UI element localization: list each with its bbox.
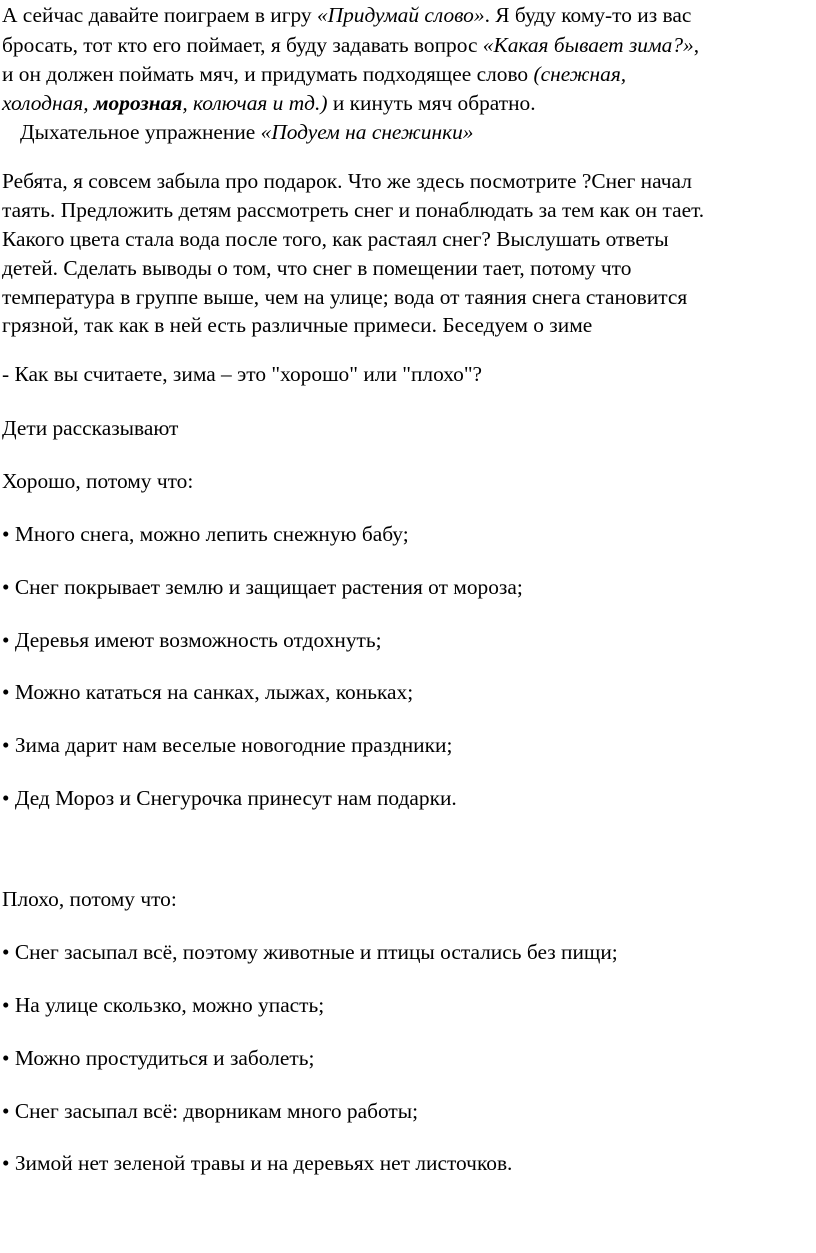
paragraph-line: грязной, так как в ней есть различные примеси. Беседуем о зиме: [2, 313, 593, 337]
list-item: • Можно простудиться и заболеть;: [2, 1046, 315, 1070]
intro-line-3: [2, 59, 626, 89]
list-item: • Можно кататься на санках, лыжах, коньках;: [2, 680, 414, 704]
example-word-bold: морозная: [93, 91, 183, 115]
exercise-label: Дыхательное упражнение: [20, 120, 261, 144]
kids-tell: Дети рассказывают: [2, 416, 179, 440]
intro-text: и кинуть мяч обратно.: [327, 91, 536, 115]
list-item: • Много снега, можно лепить снежную бабу;: [2, 522, 409, 546]
list-item: • Дед Мороз и Снегурочка принесут нам подарки.: [2, 786, 457, 810]
intro-text: . Я буду кому-то из вас: [484, 3, 692, 27]
exercise-name: «Подуем на снежинки»: [260, 120, 474, 144]
list-item: • Зимой нет зеленой травы и на деревьях нет листочков.: [2, 1151, 513, 1175]
example-words: (снежная,: [533, 62, 627, 86]
discussion-question: - Как вы считаете, зима – это "хорошо" или "плохо"?: [2, 362, 483, 386]
intro-line-4: [2, 88, 536, 118]
list-item: • На улице скользко, можно упасть;: [2, 993, 325, 1017]
paragraph-line: детей. Сделать выводы о том, что снег в помещении тает, потому что: [2, 256, 632, 280]
intro-text: и он должен поймать мяч, и придумать подходящее слово: [2, 62, 534, 86]
paragraph-line: таять. Предложить детям рассмотреть снег и понаблюдать за тем как он тает.: [2, 198, 705, 222]
bad-heading: Плохо, потому что:: [2, 887, 177, 911]
paragraph-line: Какого цвета стала вода после того, как растаял снег? Выслушать ответы: [2, 227, 669, 251]
intro-line-1: [2, 0, 691, 30]
intro-line-2: [2, 30, 699, 60]
list-item: • Деревья имеют возможность отдохнуть;: [2, 628, 382, 652]
paragraph-line: Ребята, я совсем забыла про подарок. Что же здесь посмотрите ?Снег начал: [2, 169, 692, 193]
example-words: холодная,: [2, 91, 94, 115]
breathing-exercise: [20, 117, 474, 147]
list-item: • Снег засыпал всё, поэтому животные и птицы остались без пищи;: [2, 940, 618, 964]
paragraph-line: температура в группе выше, чем на улице; вода от таяния снега становится: [2, 285, 688, 309]
list-item: • Зима дарит нам веселые новогодние праздники;: [2, 733, 453, 757]
good-heading: Хорошо, потому что:: [2, 469, 194, 493]
game-name: «Придумай слово»: [316, 3, 485, 27]
game-question: «Какая бывает зима?»: [482, 33, 694, 57]
intro-text: бросать, тот кто его поймает, я буду задавать вопрос: [2, 33, 483, 57]
list-item: • Снег засыпал всё: дворникам много работы;: [2, 1099, 419, 1123]
list-item: • Снег покрывает землю и защищает растения от мороза;: [2, 575, 523, 599]
intro-text: А сейчас давайте поиграем в игру: [2, 3, 317, 27]
intro-text: ,: [693, 33, 700, 57]
example-words: , колючая и тд.): [182, 91, 328, 115]
